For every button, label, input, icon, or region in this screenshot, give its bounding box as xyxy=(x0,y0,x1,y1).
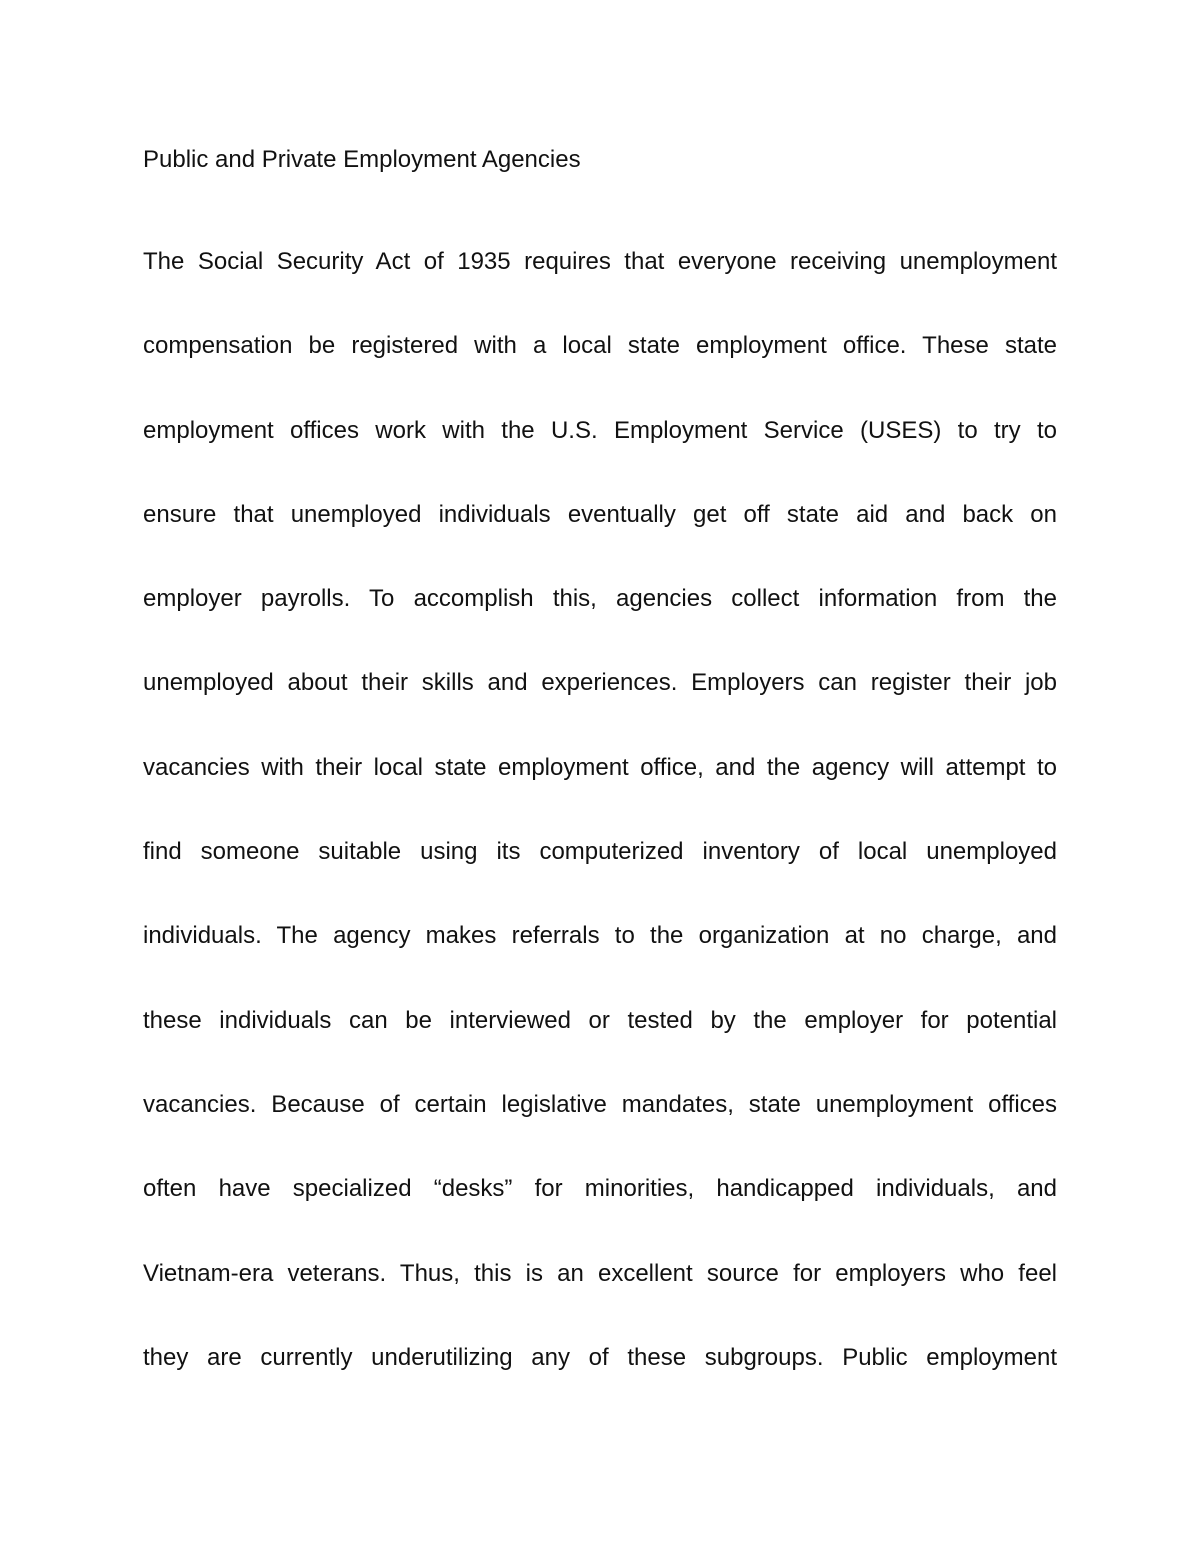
body-line: unemployed about their skills and experiences. Employers can register their job xyxy=(143,669,1057,697)
body-line: employment offices work with the U.S. Employment Service (USES) to try to xyxy=(143,416,1057,444)
body-line: The Social Security Act of 1935 requires that everyone receiving unemployment xyxy=(143,248,1057,275)
body-line: ensure that unemployed individuals eventually get off state aid and back on xyxy=(143,500,1057,528)
body-line: these individuals can be interviewed or tested by the employer for potential xyxy=(143,1006,1057,1034)
body-line: compensation be registered with a local state employment office. These state xyxy=(143,332,1057,360)
body-line: individuals. The agency makes referrals to the organization at no charge, and xyxy=(143,922,1057,950)
document-title: Public and Private Employment Agencies xyxy=(143,146,581,173)
body-line: find someone suitable using its computerized inventory of local unemployed xyxy=(143,838,1057,866)
body-line: employer payrolls. To accomplish this, agencies collect information from the xyxy=(143,585,1057,613)
body-line: they are currently underutilizing any of these subgroups. Public employment xyxy=(143,1343,1057,1371)
body-line: vacancies with their local state employment office, and the agency will attempt to xyxy=(143,753,1057,781)
body-line: often have specialized “desks” for minorities, handicapped individuals, and xyxy=(143,1175,1057,1203)
body-line: Vietnam-era veterans. Thus, this is an excellent source for employers who feel xyxy=(143,1259,1057,1287)
body-line: vacancies. Because of certain legislative mandates, state unemployment offices xyxy=(143,1090,1057,1118)
document-body xyxy=(143,245,1057,1425)
